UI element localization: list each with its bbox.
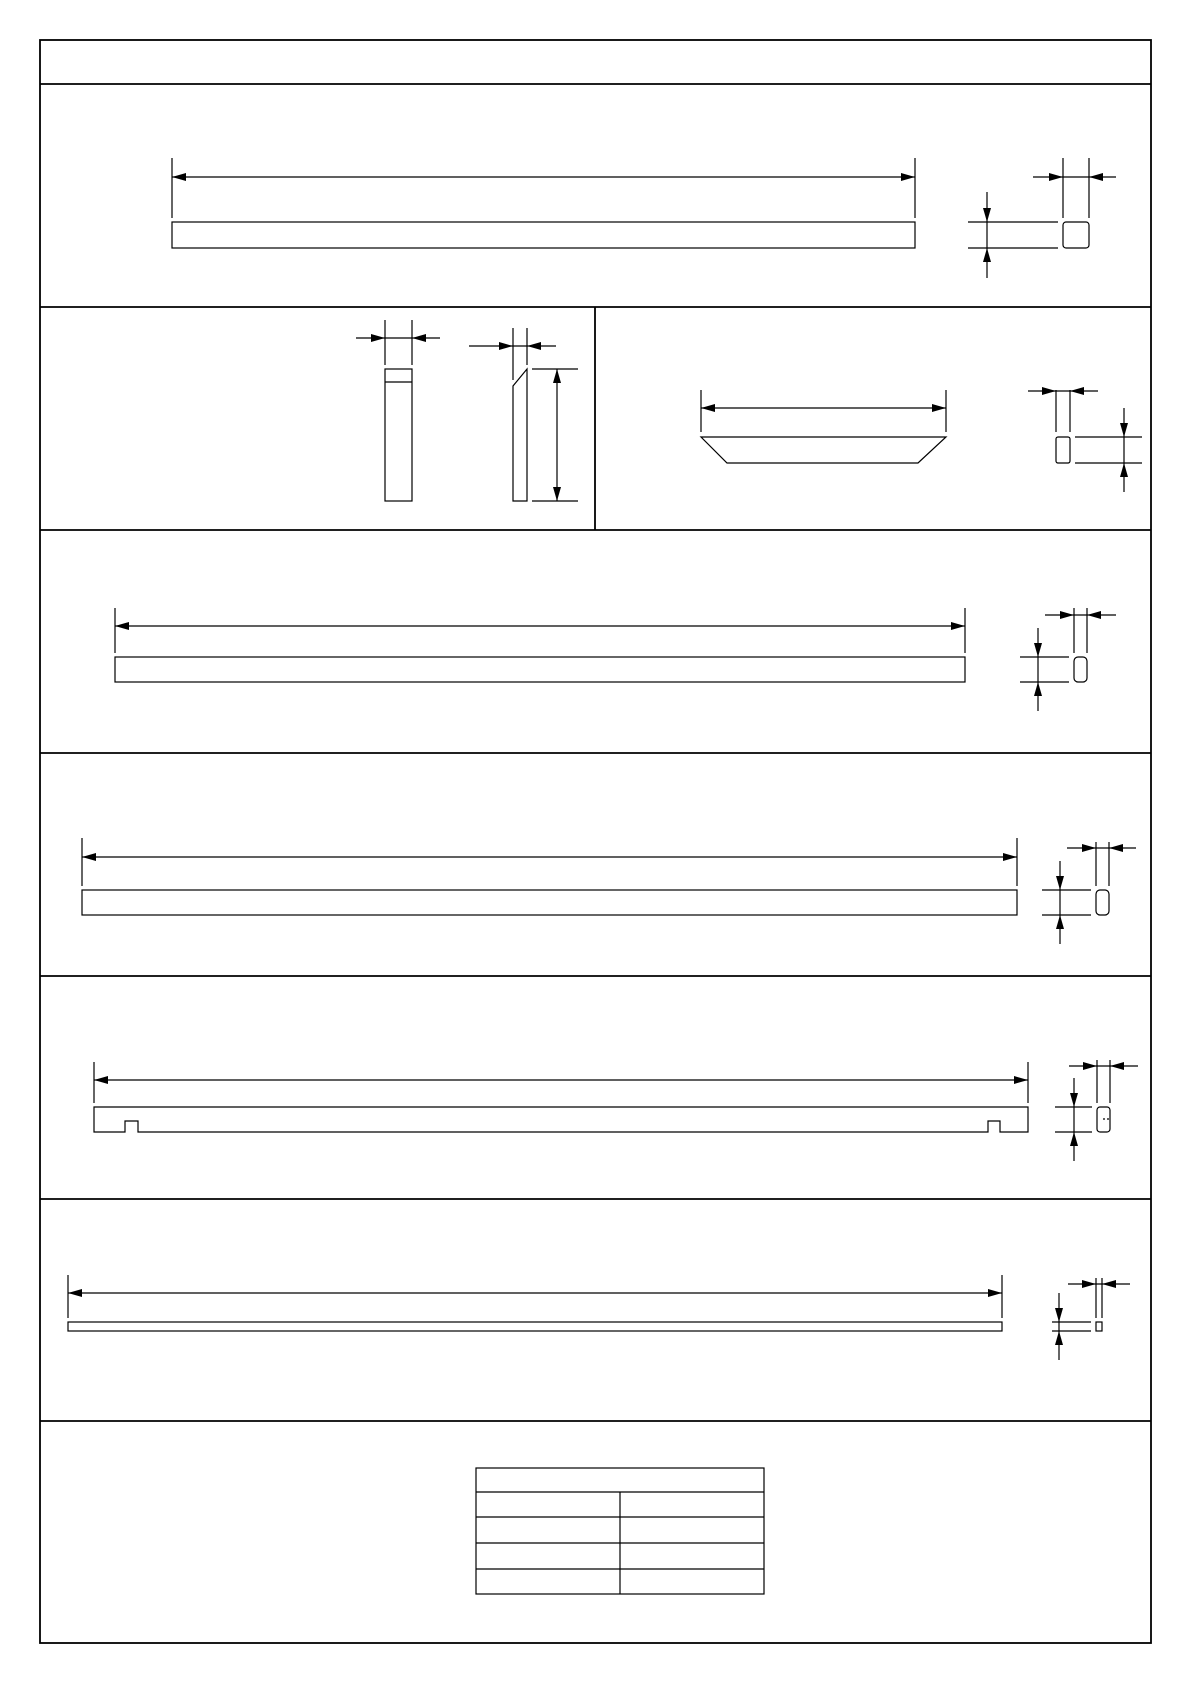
part-7-section: [1096, 1322, 1102, 1331]
dimension-arrow: [371, 334, 385, 342]
part-1-profile: [172, 222, 915, 248]
part-7-drawing: [68, 1275, 1130, 1360]
dimension-arrow: [1042, 387, 1056, 395]
dimension-arrow: [983, 248, 991, 262]
dimension-arrow: [94, 1076, 108, 1084]
dimension-arrow: [82, 853, 96, 861]
dimension-arrow: [553, 487, 561, 501]
dimension-arrow: [1049, 173, 1063, 181]
dimension-arrow: [1034, 682, 1042, 696]
dimension-arrow: [1087, 611, 1101, 619]
part-1-section: [1063, 222, 1089, 248]
part-4-profile: [115, 657, 965, 682]
dimension-arrow: [553, 369, 561, 383]
dimension-arrow: [932, 404, 946, 412]
part-5-section: [1096, 890, 1109, 915]
part-6-profile: [94, 1107, 1028, 1132]
dimension-arrow: [527, 342, 541, 350]
parts-table: [476, 1468, 764, 1594]
dimension-arrow: [1070, 1132, 1078, 1146]
part-3-profile: [701, 437, 946, 463]
part-2-front-view: [385, 369, 412, 501]
dimension-arrow: [951, 622, 965, 630]
dimension-arrow: [1056, 915, 1064, 929]
dimension-arrow: [1120, 423, 1128, 437]
part-4-drawing: [115, 608, 1116, 711]
dimension-arrow: [1083, 1062, 1097, 1070]
part-3-section: [1056, 437, 1070, 463]
dimension-arrow: [412, 334, 426, 342]
part-4-section: [1074, 657, 1087, 682]
dimension-arrow: [1109, 844, 1123, 852]
dimension-arrow: [68, 1289, 82, 1297]
dimension-arrow: [115, 622, 129, 630]
dimension-arrow: [1014, 1076, 1028, 1084]
part-1-drawing: [172, 158, 1116, 278]
part-6-drawing: [94, 1060, 1138, 1161]
part-5-profile: [82, 890, 1017, 915]
dimension-arrow: [1034, 643, 1042, 657]
dimension-arrow: [1060, 611, 1074, 619]
dimension-arrow: [1120, 463, 1128, 477]
dimension-arrow: [1055, 1308, 1063, 1322]
dimension-arrow: [1056, 876, 1064, 890]
dimension-arrow: [1082, 1280, 1096, 1288]
part-7-profile: [68, 1322, 1002, 1331]
dimension-arrow: [1055, 1331, 1063, 1345]
dimension-arrow: [1070, 1093, 1078, 1107]
dimension-arrow: [1089, 173, 1103, 181]
dimension-arrow: [1070, 387, 1084, 395]
part-2-side-view: [513, 369, 527, 501]
part-3-drawing: [701, 387, 1142, 492]
sheet-frame: [40, 40, 1151, 1643]
dimension-arrow: [901, 173, 915, 181]
dimension-arrow: [1102, 1280, 1116, 1288]
part-5-drawing: [82, 838, 1136, 944]
part-2-drawing: [356, 320, 578, 501]
dimension-arrow: [172, 173, 186, 181]
dimension-arrow: [1110, 1062, 1124, 1070]
dimension-arrow: [499, 342, 513, 350]
dimension-arrow: [1003, 853, 1017, 861]
dimension-arrow: [983, 208, 991, 222]
dimension-arrow: [701, 404, 715, 412]
dimension-arrow: [1082, 844, 1096, 852]
dimension-arrow: [988, 1289, 1002, 1297]
